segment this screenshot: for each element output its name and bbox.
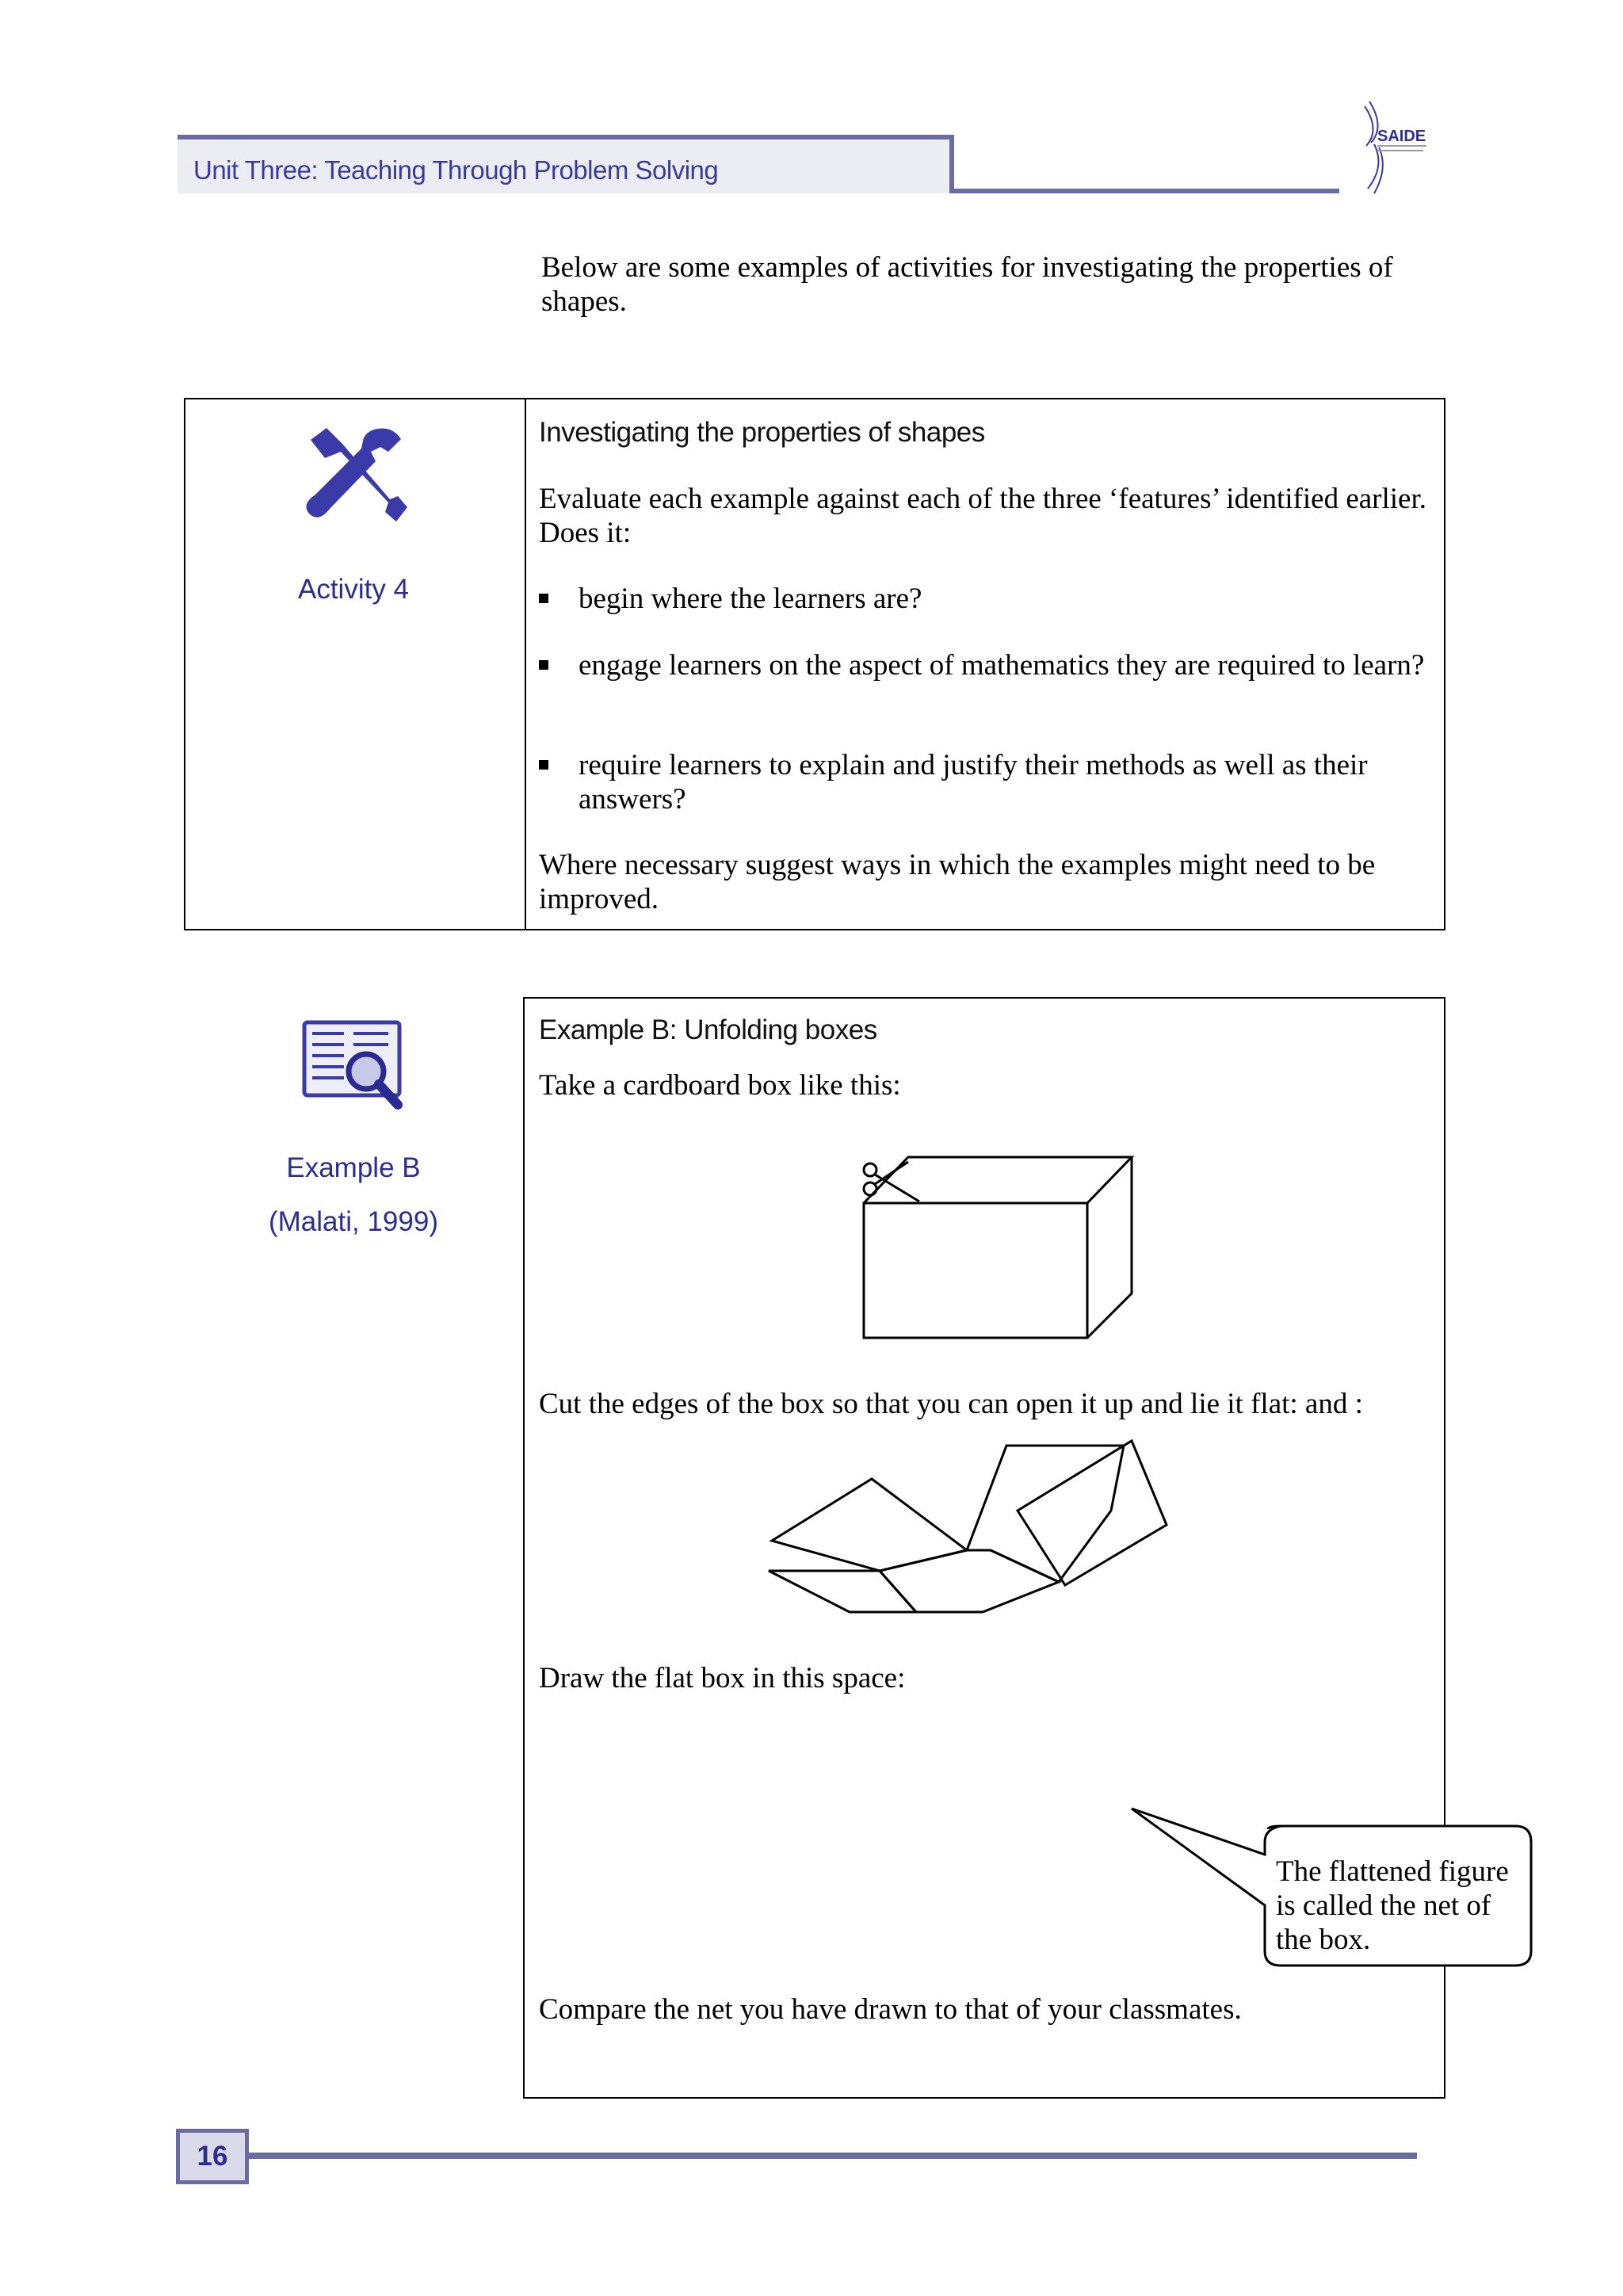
saide-logo bbox=[1347, 95, 1434, 198]
example-step-4: Compare the net you have drawn to that of your classmates. bbox=[539, 1993, 1242, 2026]
bullet-text: begin where the learners are? bbox=[579, 583, 922, 615]
activity-instruction: Evaluate each example against each of the three ‘features’ identified earlier. Does it: bbox=[539, 483, 1427, 549]
scissors-icon bbox=[864, 1162, 919, 1201]
unfolded-box-drawing bbox=[761, 1431, 1181, 1622]
example-step-2: Cut the edges of the box so that you can open it up and lie it flat: and : bbox=[539, 1388, 1363, 1420]
footer-rule bbox=[249, 2153, 1417, 2159]
bullet-square-icon bbox=[539, 594, 548, 603]
bullet-square-icon bbox=[539, 660, 548, 670]
activity-heading: Investigating the properties of shapes bbox=[539, 417, 985, 448]
closed-box-drawing bbox=[856, 1154, 1141, 1344]
unit-title: Unit Three: Teaching Through Problem Solving bbox=[193, 155, 719, 185]
document-magnifier-icon bbox=[301, 1019, 409, 1113]
bullet-text: engage learners on the aspect of mathematics they are required to learn? bbox=[579, 649, 1425, 682]
header-rule bbox=[949, 189, 1339, 193]
callout-text: The flattened figure is called the net of the box. bbox=[1276, 1855, 1509, 1956]
intro-paragraph: Below are some examples of activities for investigating the properties of shapes. bbox=[541, 251, 1393, 318]
activity-label: Activity 4 bbox=[297, 574, 410, 605]
example-step-3: Draw the flat box in this space: bbox=[539, 1662, 906, 1694]
tools-icon bbox=[295, 420, 414, 531]
activity-closing: Where necessary suggest ways in which the examples might need to be improved. bbox=[539, 849, 1376, 915]
example-source: (Malati, 1999) bbox=[269, 1206, 438, 1237]
bullet-square-icon bbox=[539, 760, 548, 770]
activity-divider bbox=[525, 399, 526, 929]
example-label: Example B bbox=[286, 1152, 421, 1183]
page-number: 16 bbox=[176, 2129, 249, 2184]
example-heading: Example B: Unfolding boxes bbox=[539, 1014, 877, 1045]
example-step-1: Take a cardboard box like this: bbox=[539, 1069, 901, 1102]
bullet-text: require learners to explain and justify their methods as well as their answers? bbox=[579, 749, 1368, 816]
logo-text: SAIDE bbox=[1377, 128, 1426, 145]
